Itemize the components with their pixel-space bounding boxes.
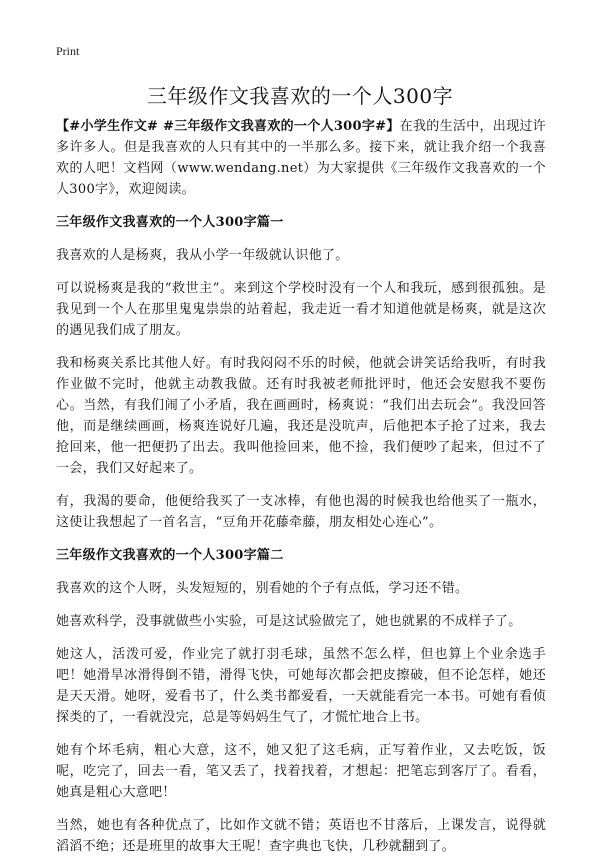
section1-paragraph: 有，我渴的要命，他便给我买了一支冰棒，有他也渴的时候我也给他买了一瓶水，这使让我想起了一首名言，“豆角开花藤牵藤，朋友相处心连心”。 — [56, 494, 546, 530]
section-heading-1: 三年级作文我喜欢的一个人300字篇一 — [56, 215, 284, 230]
section2-paragraph: 我喜欢的这个人呀，头发短短的，别看她的个子有点低，学习还不错。 — [56, 581, 469, 596]
section2-paragraph: 当然，她也有各种优点了，比如作文就不错；英语也不甘落后，上课发言，说得就滔滔不绝；还是班里的故事大王呢！查字典也飞快，几秒就翻到了。 — [56, 818, 546, 854]
intro-text-2: ）为大家提供《三年级作文我喜欢的一个人300字》，欢迎阅读。 — [56, 161, 547, 197]
section1-paragraph: 我喜欢的人是杨爽，我从小学一年级就认识他了。 — [56, 248, 349, 263]
section2-paragraph: 她喜欢科学，没事就做些小实验，可是这试验做完了，她也就累的不成样子了。 — [56, 614, 522, 629]
section1-paragraph: 我和杨爽关系比其他人好。有时我闷闷不乐的时候，他就会讲笑话给我听，有时我作业做不完时，他就主动教我做。还有时我被老师批评时，他还会安慰我不要伤心。当然，有我们闹了小矛盾，我在画画时，杨爽说：“我们出去玩会”。我没回答他，而是继续画画，杨爽连说好几遍，我还是没吭声，后他把本子抢了过来，我去抢回来，他一把便扔了出去。我叫他捡回来，他不捡，我们便吵了起来，但过不了一会，我们又好起来了。 — [56, 356, 546, 476]
section1-paragraph: 可以说杨爽是我的“救世主”。来到这个学校时没有一个人和我玩，感到很孤独。是我见到一个人在那里鬼鬼祟祟的站着起，我走近一看才知道他就是杨爽，就是这次的遇见我们成了朋友。 — [56, 281, 546, 338]
article-body — [56, 116, 546, 857]
section2-paragraph: 她这人，活泼可爱，作业完了就打羽毛球，虽然不怎么样，但也算上个业余选手吧！她滑旱冰滑得倒不错，滑得飞快，可她每次都会把皮擦破，但不论怎样，她还是天天滑。她呀，爱看书了，什么类书都爱看，一天就能看完一本书。可她有看侦探类的了，一看就没完，总是等妈妈生气了，才慌忙地合上书。 — [56, 647, 546, 725]
section2-paragraph: 她有个坏毛病，粗心大意，这不，她又犯了这毛病，正写着作业，又去吃饭，饭呢，吃完了，回去一看，笔又丢了，找着找着，才想起：把笔忘到客厅了。看看，她真是粗心大意吧！ — [56, 743, 546, 800]
intro-tag: 【#小学生作文# #三年级作文我喜欢的一个人300字#】 — [56, 119, 400, 134]
section-heading-2: 三年级作文我喜欢的一个人300字篇二 — [56, 548, 284, 563]
intro-text-1: 在我的生活中，出现过许多许多人。但是我喜欢的人只有其中的一半那么多。接下来，就让我介绍一个我喜欢的人吧！文档网（ — [56, 119, 546, 176]
article-title: 三年级作文我喜欢的一个人300字 — [146, 84, 454, 108]
intro-paragraph — [56, 116, 546, 200]
print-link[interactable]: Print — [56, 44, 80, 58]
site-link[interactable]: www.wendang.net — [177, 161, 304, 176]
